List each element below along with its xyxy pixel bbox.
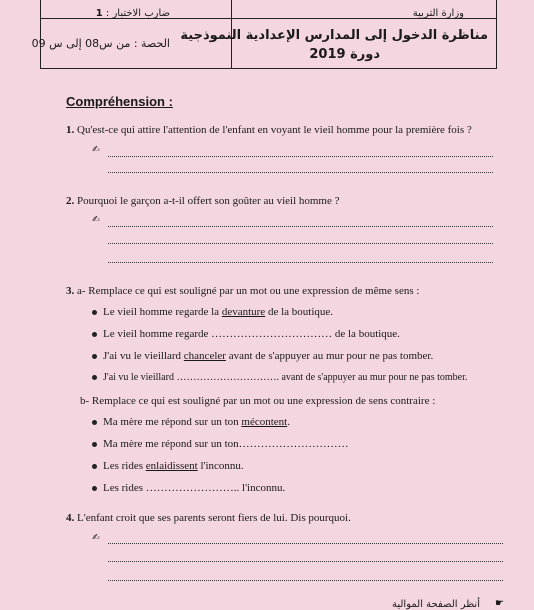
- exercise-item[interactable]: Les rides …………………….. l'inconnu.: [92, 482, 285, 494]
- question-3b: b- Remplace ce qui est souligné par un mot ou une expression de sens contraire :: [80, 395, 436, 407]
- exam-coefficient-label: ضارب الاختبار :: [105, 8, 170, 19]
- bullet-icon: [92, 442, 97, 447]
- answer-line[interactable]: [108, 243, 493, 244]
- exercise-item[interactable]: J'ai vu le vieillard …………………………. avant de s'appuyer au mur pour ne pas tomber.: [92, 372, 467, 383]
- question-2-number: 2.: [66, 195, 75, 207]
- pen-hand-icon: ✍: [92, 145, 100, 155]
- question-3a: [66, 285, 419, 297]
- exercise-item: Les rides enlaidissent l'inconnu.: [92, 460, 244, 472]
- contest-title: مناظرة الدخول إلى المدارس الإعدادية النموذجية: [180, 28, 488, 43]
- question-1: [66, 124, 472, 136]
- question-4-number: 4.: [66, 512, 75, 524]
- pointing-hand-icon: ☛: [495, 598, 504, 609]
- bullet-icon: [92, 420, 97, 425]
- answer-line[interactable]: [108, 226, 493, 227]
- question-3-number: 3.: [66, 285, 75, 297]
- ministry: وزارة التربية: [412, 8, 464, 19]
- question-4-text: L'enfant croit que ses parents seront fiers de lui. Dis pourquoi.: [77, 512, 351, 524]
- bullet-icon: [92, 464, 97, 469]
- answer-line[interactable]: [108, 580, 503, 581]
- question-2: [66, 195, 340, 207]
- exercise-item: J'ai vu le vieillard chanceler avant de s'appuyer au mur pour ne pas tomber.: [92, 350, 433, 362]
- next-page-note: أنظر الصفحة الموالية: [392, 599, 480, 610]
- bullet-icon: [92, 332, 97, 337]
- question-1-number: 1.: [66, 124, 75, 136]
- exam-coefficient: [96, 8, 170, 19]
- section-title: Compréhension :: [66, 94, 173, 109]
- exercise-item[interactable]: Ma mère me répond sur un ton…………………………: [92, 438, 349, 450]
- answer-line[interactable]: [108, 172, 493, 173]
- session-time: الحصة : من س08 إلى س 09: [31, 37, 170, 50]
- question-1-text: Qu'est-ce qui attire l'attention de l'enfant en voyant le vieil homme pour la première fois ?: [77, 124, 472, 136]
- answer-line[interactable]: [108, 262, 493, 263]
- contest-year: دورة 2019: [309, 47, 380, 62]
- question-4: [66, 512, 351, 524]
- answer-line[interactable]: [108, 156, 493, 157]
- bullet-icon: [92, 375, 97, 380]
- exam-coefficient-value: 1: [95, 8, 103, 19]
- pen-hand-icon: ✍: [92, 533, 100, 543]
- exercise-item: Le vieil homme regarde la devanture de la boutique.: [92, 306, 333, 318]
- bullet-icon: [92, 310, 97, 315]
- answer-line[interactable]: [108, 561, 503, 562]
- question-3a-text: a- Remplace ce qui est souligné par un mot ou une expression de même sens :: [77, 285, 420, 297]
- answer-line[interactable]: [108, 543, 503, 544]
- bullet-icon: [92, 354, 97, 359]
- pen-hand-icon: ✍: [92, 215, 100, 225]
- question-2-text: Pourquoi le garçon a-t-il offert son goûter au vieil homme ?: [77, 195, 340, 207]
- exercise-item[interactable]: Le vieil homme regarde …………………………… de la boutique.: [92, 328, 400, 340]
- exercise-item: Ma mère me répond sur un ton mécontent.: [92, 416, 290, 428]
- bullet-icon: [92, 486, 97, 491]
